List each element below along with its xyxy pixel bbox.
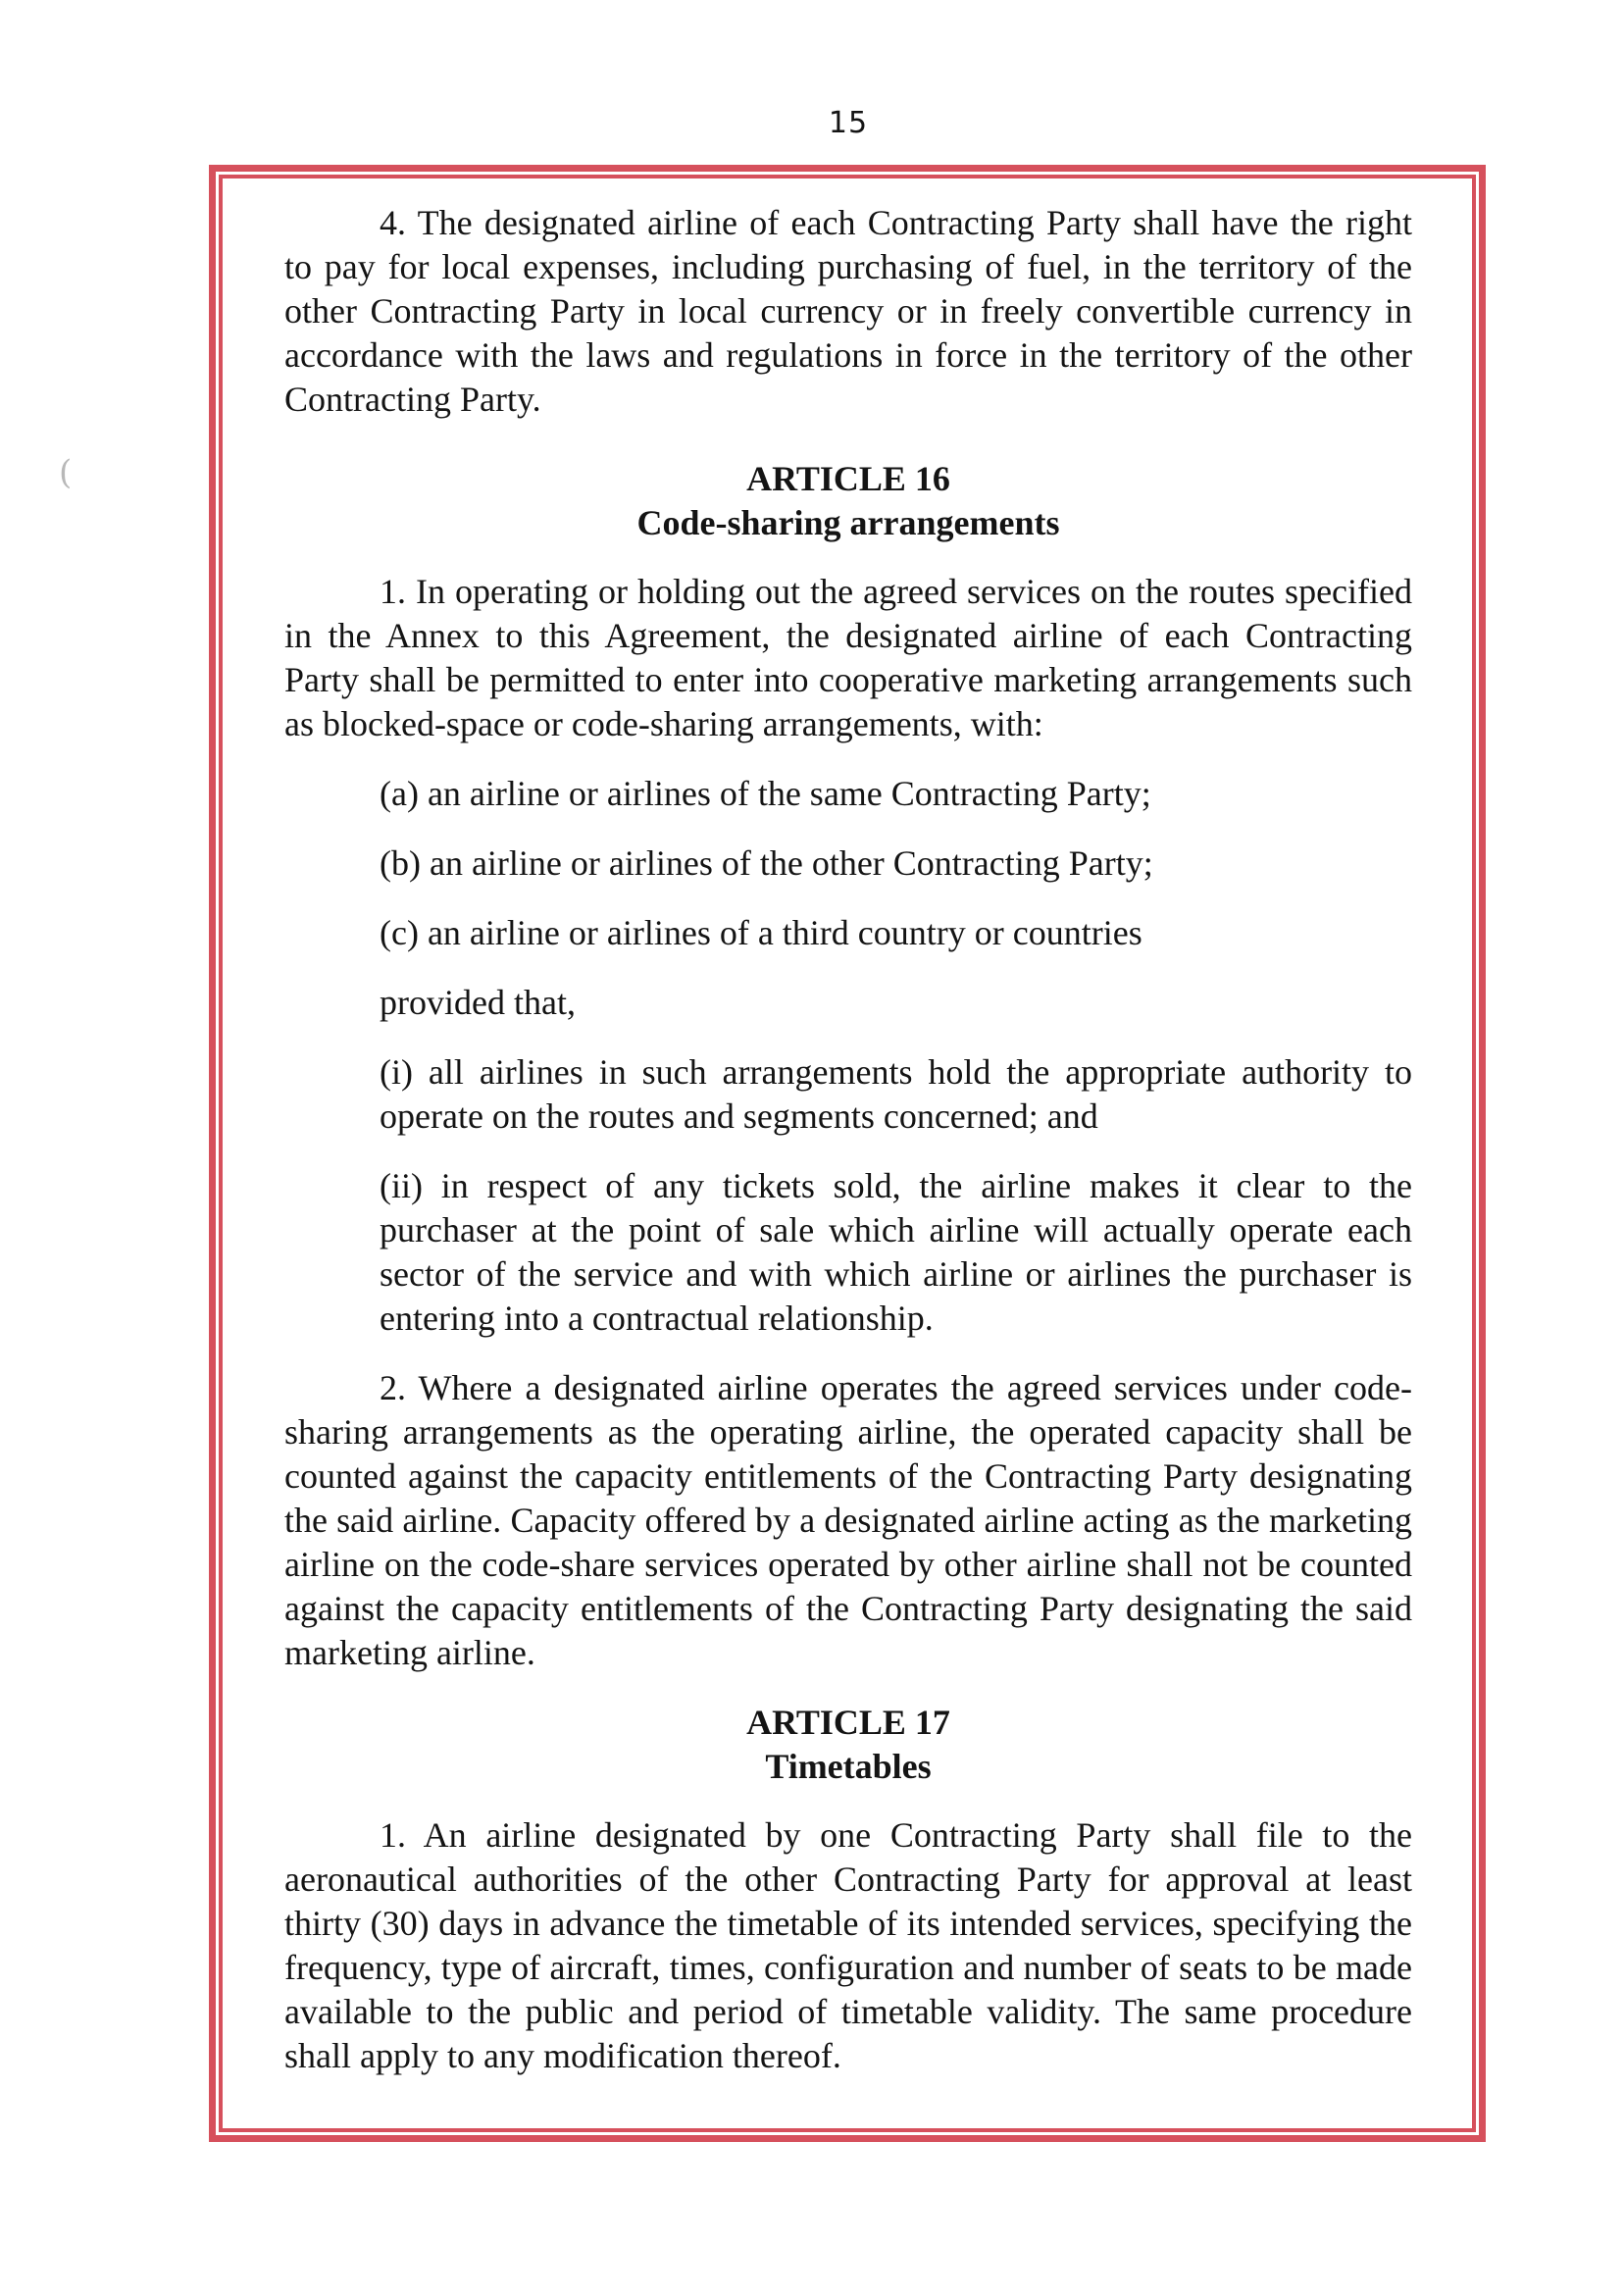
- article16-subheading: Code-sharing arrangements: [636, 503, 1060, 542]
- margin-scan-mark: (: [59, 453, 73, 492]
- article16-item-c: (c) an airline or airlines of a third country or countries: [380, 913, 1142, 952]
- article17-subheading: Timetables: [765, 1747, 932, 1786]
- article16-paragraph-1: 1. In operating or holding out the agreed services on the routes specified in the Annex to this Agreement, the designated airline of each Contracting Party shall be permitted to enter into cooperative marketing arrangements such as blocked-space or code-sharing arrangements, with:: [284, 572, 1412, 743]
- article15-paragraph-4: 4. The designated airline of each Contracting Party shall have the right to pay for local expenses, including purchasing of fuel, in the territory of the other Contracting Party in local currency or in freely convertible currency in accordance with the laws and regulations in force in the territory of the other Contracting Party.: [284, 203, 1412, 419]
- article16-header: [284, 457, 1412, 545]
- document-body: [284, 201, 1412, 2104]
- article16-condition-i: (i) all airlines in such arrangements hold the appropriate authority to operate on the routes and segments concerned; and: [380, 1052, 1412, 1136]
- article16-paragraph-2: 2. Where a designated airline operates the agreed services under code-sharing arrangements as the operating airline, the operated capacity shall be counted against the capacity entitlements of the Contracting Party designating the said airline. Capacity offered by a designated airline acting as the marketing airline on the code-share services operated by other airline shall not be counted against the capacity entitlements of the Contracting Party designating the said marketing airline.: [284, 1368, 1412, 1672]
- article17-paragraph-1: 1. An airline designated by one Contracting Party shall file to the aeronautical authorities of the other Contracting Party for approval at least thirty (30) days in advance the timetable of its intended services, specifying the frequency, type of aircraft, times, configuration and number of seats to be made available to the public and period of timetable validity. The same procedure shall apply to any modification thereof.: [284, 1815, 1412, 2075]
- page-number: 15: [828, 106, 869, 140]
- article16-item-b: (b) an airline or airlines of the other Contracting Party;: [380, 843, 1153, 883]
- article17-header: [284, 1701, 1412, 1789]
- article16-condition-ii: (ii) in respect of any tickets sold, the airline makes it clear to the purchaser at the point of sale which airline will actually operate each sector of the service and with which airline or airlines the purchaser is entering into a contractual relationship.: [380, 1166, 1412, 1338]
- article16-item-a: (a) an airline or airlines of the same Contracting Party;: [380, 774, 1151, 813]
- article16-provided-that: provided that,: [380, 983, 576, 1022]
- article16-heading: ARTICLE 16: [746, 459, 950, 498]
- article17-heading: ARTICLE 17: [746, 1703, 950, 1742]
